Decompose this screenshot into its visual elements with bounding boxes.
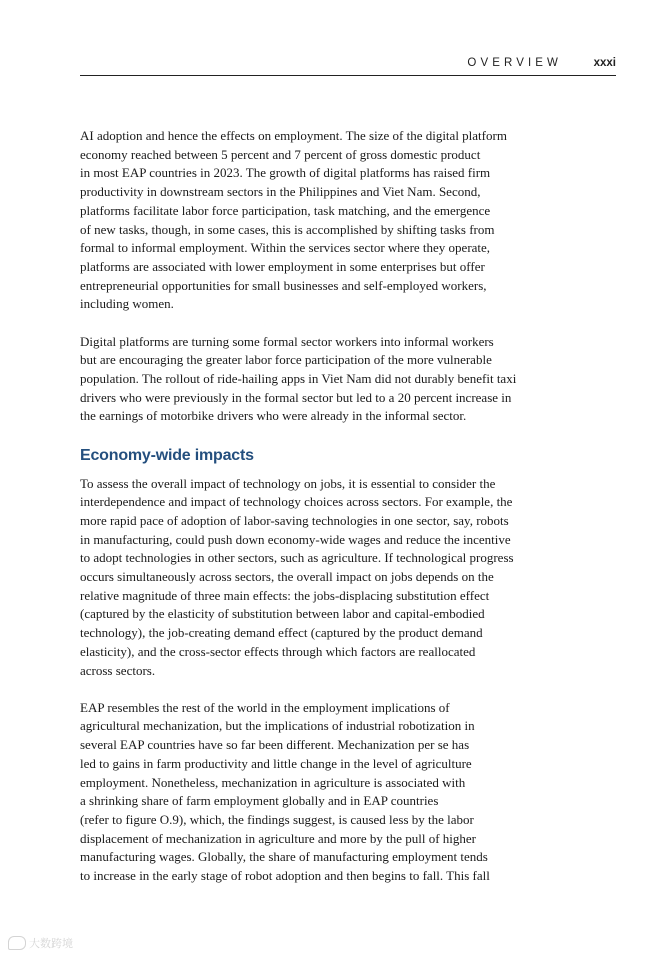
text-line: displacement of mechanization in agriculture and more by the pull of higher: [80, 830, 477, 846]
text-line: formal to informal employment. Within the services sector where they operate,: [80, 240, 491, 256]
text-line: productivity in downstream sectors in the Philippines and Viet Nam. Second,: [80, 184, 481, 200]
page-body: [80, 127, 580, 904]
text-line: technology), the job-creating demand effect (captured by the product demand: [80, 625, 483, 641]
text-line: platforms are associated with lower employment in some enterprises but offer: [80, 258, 485, 274]
text-line: several EAP countries have so far been different. Mechanization per se has: [80, 737, 470, 753]
text-line: (refer to figure O.9), which, the findings suggest, is caused less by the labor: [80, 812, 474, 827]
text-line: led to gains in farm productivity and little change in the level of agriculture: [80, 755, 472, 771]
text-line: AI adoption and hence the effects on employment. The size of the digital platform: [80, 128, 507, 143]
page-number: xxxi: [593, 57, 616, 69]
text-line: (captured by the elasticity of substitution between labor and capital-embodied: [80, 606, 485, 622]
paragraph-digital-platforms: [80, 127, 580, 314]
text-line: in manufacturing, could push down economy-wide wages and reduce the incentive: [80, 531, 511, 547]
text-line: platforms facilitate labor force participation, task matching, and the emergence: [80, 202, 491, 218]
text-line: Digital platforms are turning some formal sector workers into informal workers: [80, 333, 494, 349]
watermark-text: 大数跨境: [29, 937, 73, 950]
text-line: interdependence and impact of technology choices across sectors. For example, the: [80, 494, 513, 510]
text-line: in most EAP countries in 2023. The growth of digital platforms has raised firm: [80, 165, 491, 181]
running-header: [80, 55, 616, 76]
text-line: population. The rollout of ride-hailing apps in Viet Nam did not durably benefit taxi: [80, 370, 517, 386]
text-line: manufacturing wages. Globally, the share of manufacturing employment tends: [80, 849, 488, 865]
text-line: across sectors.: [80, 662, 156, 678]
text-line: occurs simultaneously across sectors, the overall impact on jobs depends on the: [80, 569, 494, 585]
paragraph-mechanization: [80, 699, 580, 886]
text-line: of new tasks, though, in some cases, this is accomplished by shifting tasks from: [80, 221, 495, 237]
text-line: drivers who were previously in the formal sector but led to a 20 percent increase in: [80, 389, 512, 405]
chat-bubble-icon: [8, 936, 26, 950]
paragraph-economy-wide: [80, 475, 580, 681]
text-line: the earnings of motorbike drivers who were already in the informal sector.: [80, 408, 467, 424]
watermark: [8, 935, 73, 951]
text-line: a shrinking share of farm employment globally and in EAP countries: [80, 793, 439, 809]
text-line: To assess the overall impact of technology on jobs, it is essential to consider the: [80, 475, 496, 491]
text-line: EAP resembles the rest of the world in the employment implications of: [80, 699, 450, 715]
text-line: more rapid pace of adoption of labor-saving technologies in one sector, say, robots: [80, 512, 509, 528]
section-label: OVERVIEW: [467, 57, 562, 69]
text-line: elasticity), and the cross-sector effects through which factors are reallocated: [80, 643, 476, 659]
paragraph-informal-workers: [80, 333, 580, 427]
text-line: including women.: [80, 296, 174, 312]
text-line: entrepreneurial opportunities for small businesses and self-employed workers,: [80, 277, 487, 293]
text-line: to increase in the early stage of robot adoption and then begins to fall. This fall: [80, 868, 490, 884]
text-line: to adopt technologies in other sectors, such as agriculture. If technological progress: [80, 550, 514, 566]
text-line: but are encouraging the greater labor force participation of the more vulnerable: [80, 352, 492, 368]
text-line: economy reached between 5 percent and 7 percent of gross domestic product: [80, 146, 481, 162]
text-line: relative magnitude of three main effects: the jobs-displacing substitution effect: [80, 587, 490, 603]
text-line: employment. Nonetheless, mechanization in agriculture is associated with: [80, 774, 466, 790]
text-line: agricultural mechanization, but the implications of industrial robotization in: [80, 718, 475, 734]
section-heading: Economy-wide impacts: [80, 446, 254, 464]
